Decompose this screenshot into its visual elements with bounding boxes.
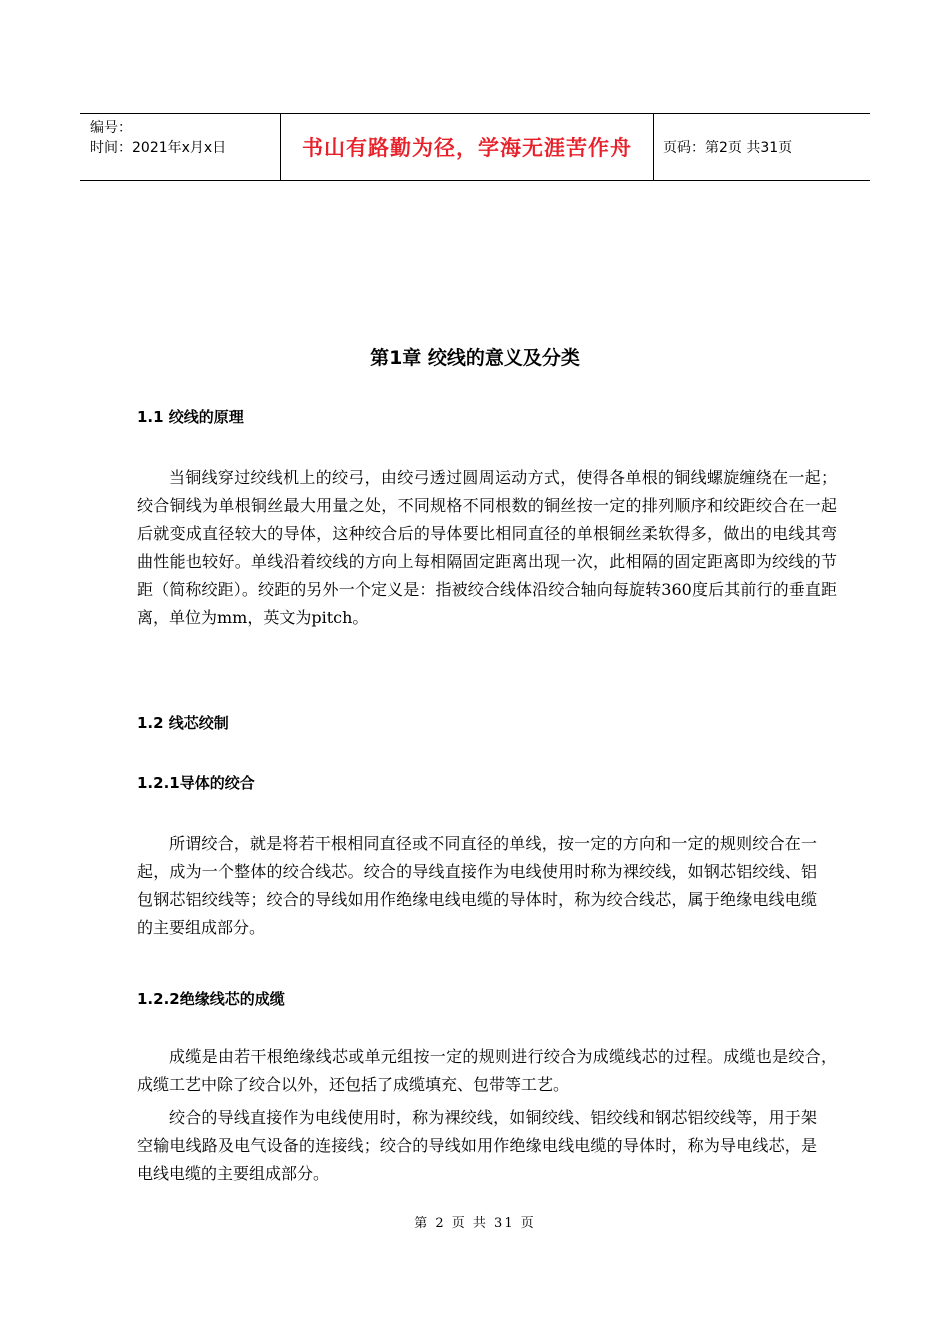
document-header — [80, 113, 870, 181]
section-paragraph: 绞合的导线直接作为电线使用时，称为裸绞线，如铜绞线、铝绞线和钢芯铝绞线等，用于架空输电线路及电气设备的连接线；绞合的导线如用作绝缘电线电缆的导体时，称为导电线芯，是电线电缆的主要组成部分。 — [137, 1108, 817, 1183]
document-time-label: 时间：2021年x月x日 — [90, 140, 227, 156]
page-footer: 第 2 页 共 31 页 — [414, 1216, 536, 1231]
section-heading: 1.2.2绝缘线芯的成缆 — [137, 990, 285, 1008]
section-heading: 1.2.1导体的绞合 — [137, 774, 255, 792]
header-meta-cell — [80, 114, 281, 180]
chapter-title: 第1章 绞线的意义及分类 — [370, 347, 580, 369]
section-heading: 1.1 绞线的原理 — [137, 408, 244, 426]
section-heading: 1.2 线芯绞制 — [137, 714, 229, 732]
section-paragraph: 所谓绞合，就是将若干根相同直径或不同直径的单线，按一定的方向和一定的规则绞合在一起，成为一个整体的绞合线芯。绞合的导线直接作为电线使用时称为裸绞线，如钢芯铝绞线、铝包钢芯铝绞线等；绞合的导线如用作绝缘电线电缆的导体时，称为绞合线芯，属于绝缘电线电缆的主要组成部分。 — [137, 834, 817, 937]
section-paragraph: 成缆是由若干根绝缘线芯或单元组按一定的规则进行绞合为成缆线芯的过程。成缆也是绞合，成缆工艺中除了绞合以外，还包括了成缆填充、包带等工艺。 — [137, 1047, 837, 1094]
header-page-code: 页码：第2页 共31页 — [663, 140, 793, 156]
document-number-label: 编号： — [90, 120, 132, 136]
header-motto: 书山有路勤为径，学海无涯苦作舟 — [281, 114, 654, 180]
section-paragraph: 当铜线穿过绞线机上的绞弓，由绞弓透过圆周运动方式，使得各单根的铜线螺旋缠绕在一起；绞合铜线为单根铜丝最大用量之处，不同规格不同根数的铜丝按一定的排列顺序和绞距绞合在一起后就变成直径较大的导体，这种绞合后的导体要比相同直径的单根铜丝柔软得多，做出的电线其弯曲性能也较好。单线沿着绞线的方向上每相隔固定距离出现一次，此相隔的固定距离即为绞线的节距（简称绞距）。绞距的另外一个定义是：指被绞合线体沿绞合轴向每旋转360度后其前行的垂直距离，单位为mm，英文为pitch。 — [137, 468, 837, 627]
